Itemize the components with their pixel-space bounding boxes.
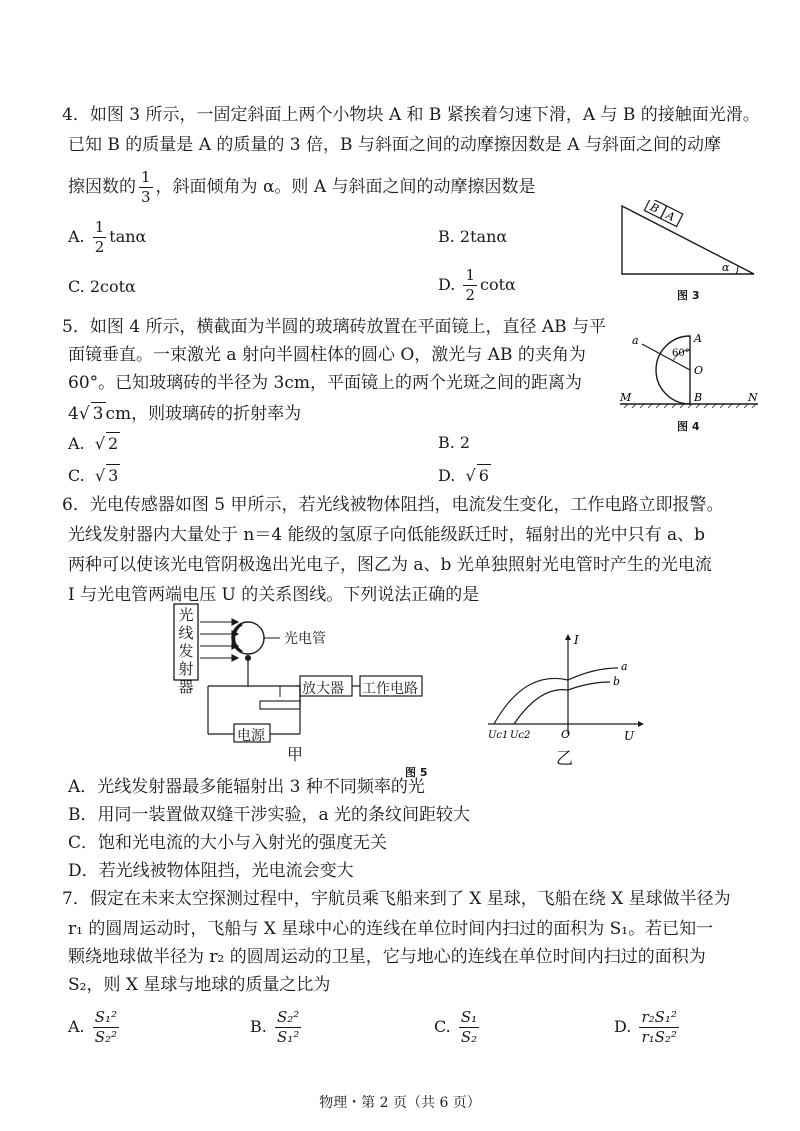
q4-option-a-num: 1 [94,218,105,236]
q4-fraction-num: 1 [141,168,151,186]
q7-option-a [68,1010,122,1045]
q4-option-d-label: D. [438,275,456,294]
q5-option-c: C. √ 3 [68,466,119,485]
glass-semicircle [656,336,690,404]
curve-a [494,668,621,724]
q7-option-b-num: S₂² [276,1008,300,1026]
incline-triangle [622,206,754,274]
figure-5-caption: 图 5 [405,766,428,779]
q6-option-b: B．用同一装置做双缝干涉实验，a 光的条纹间距较大 [68,805,471,825]
q6-option-a: A．光线发射器最多能辐射出 3 种不同频率的光 [68,777,425,797]
q7-line-4: S₂，则 X 星球与地球的质量之比为 [68,975,331,995]
q6-line-4: I 与光电管两端电压 U 的关系图线。下列说法正确的是 [68,585,480,605]
q6-option-d: D．若光线被物体阻挡，光电流会变大 [68,861,354,881]
q4-option-d-tail: cotα [479,275,516,294]
q4-option-c: C. 2cotα [68,277,136,296]
label-A: A [694,332,702,345]
q7-option-b [250,1010,304,1045]
graph-i-label: I [574,633,579,647]
angle-alpha-label: α [722,261,730,274]
q7-option-b-den: S₁² [276,1028,300,1046]
q7-option-c [434,1010,482,1045]
q6-line-1: 6．光电传感器如图 5 甲所示，若光线被物体阻挡，电流发生变化，工作电路立即报警。 [62,495,724,515]
q7-line-3: 颗绕地球做半径为 r₂ 的圆周运动的卫星，它与地心的连线在单位时间内扫过的面积为 [68,947,706,967]
q4-line-1: 4．如图 3 所示，一固定斜面上两个小物块 A 和 B 紧挨着匀速下滑，A 与 B 的接触面光滑。 [62,105,760,125]
q7-line-1: 7．假定在未来太空探测过程中，宇航员乘飞船来到了 X 星球，飞船在绕 X 星球做半径为 [62,889,731,909]
q5-line-4-post: cm，则玻璃砖的折射率为 [105,404,302,424]
q5-line-4-pre: 4 [68,404,79,424]
work-circuit-label: 工作电路 [362,681,418,697]
q5-line-3: 60°。已知玻璃砖的半径为 3cm，平面镜上的两个光斑之间的距离为 [68,373,582,393]
graph-uc2-label: Uc2 [510,730,531,741]
q4-fraction-den: 3 [141,188,151,206]
q7-option-a-num: S₁² [94,1008,118,1026]
q5-option-a: A. √ 2 [68,434,119,453]
q4-line-3 [68,170,536,205]
q4-line-3-post: ，斜面倾角为 α。则 A 与斜面之间的动摩擦因数是 [155,177,536,197]
q4-option-a-tail: tanα [109,227,147,246]
page-footer: 物理・第 2 页（共 6 页） [319,1095,481,1111]
label-M: M [620,391,632,404]
yi-label: 乙 [556,749,573,769]
phototube-anode [245,655,251,661]
label-O: O [694,364,704,377]
block-b-label: B [647,200,661,216]
graph-b-label: b [613,675,621,688]
q4-option-d [438,268,516,303]
q5-option-c-label: C. [68,466,85,485]
q7-option-a-frac [93,1010,119,1045]
power-label: 电源 [237,728,265,744]
q6-line-3: 两种可以使该光电管阴极逸出光电子，图乙为 a、b 光单独照射光电管时产生的光电流 [68,555,712,575]
emitter-label: 光线发射器 [178,606,194,696]
q5-option-a-radicand: 2 [108,434,119,453]
label-B: B [694,391,703,404]
figure-5-iu-graph [484,630,644,748]
q7-option-c-den: S₂ [460,1028,478,1046]
q7-option-c-label: C. [434,1017,451,1036]
graph-origin-label: O [561,728,571,741]
q7-option-d-num: r₂S₁² [641,1008,677,1026]
q5-option-c-radicand: 3 [108,466,119,485]
phototube-label: 光电管 [284,631,326,647]
q7-option-a-den: S₂² [94,1028,118,1046]
resistor [260,701,300,709]
q7-option-d-label: D. [614,1017,632,1036]
jia-label: 甲 [287,745,304,764]
q4-option-d-frac [463,268,477,303]
label-N: N [748,391,758,404]
q6-option-c: C．饱和光电流的大小与入射光的强度无关 [68,833,388,853]
q7-option-c-num: S₁ [460,1008,478,1026]
block-a-label: A [664,208,677,224]
q4-line-3-pre: 擦因数的 [68,177,136,197]
q5-option-d-label: D. [438,466,456,485]
q5-line-4: 4√ 3 cm，则玻璃砖的折射率为 [68,404,302,424]
figure-3-incline [618,200,758,284]
graph-uc1-label: Uc1 [488,730,509,741]
q5-option-a-label: A. [68,434,85,453]
q4-line-2: 已知 B 的质量是 A 的质量的 3 倍，B 与斜面之间的动摩擦因数是 A 与斜面之间的动摩 [68,135,721,155]
label-a: a [632,334,639,347]
q4-option-a [68,220,146,255]
q7-option-d-frac [639,1010,679,1045]
q5-option-d-radicand: 6 [478,466,489,485]
q4-option-d-num: 1 [465,266,475,284]
figure-4-caption: 图 4 [677,420,700,433]
q6-line-2: 光线发射器内大量处于 n＝4 能级的氢原子向低能级跃迁时，辐射出的光中只有 a、b [68,525,705,545]
q4-option-a-label: A. [68,227,85,246]
q7-option-c-frac [459,1010,479,1045]
figure-4-semicircle [612,330,762,422]
curve-b [514,682,610,724]
figure-3-caption: 图 3 [677,289,700,302]
q5-line-2: 面镜垂直。一束激光 a 射向半圆柱体的圆心 O，激光与 AB 的夹角为 [68,345,586,365]
q7-option-a-label: A. [68,1017,85,1036]
amplifier-label: 放大器 [302,681,344,697]
q4-option-a-frac [93,220,107,255]
q4-option-a-den: 2 [94,238,105,256]
q7-option-d-den: r₁S₂² [641,1028,677,1046]
angle-arc [736,266,738,274]
q4-option-d-den: 2 [465,286,475,304]
q5-option-d: D. √ 6 [438,466,489,485]
q4-option-b: B. 2tanα [438,227,508,246]
q5-option-b: B. 2 [438,433,471,452]
q7-option-b-frac [275,1010,301,1045]
q7-option-d [614,1010,682,1045]
angle-60-label: 60° [672,348,690,359]
graph-a-label: a [621,660,628,673]
q4-fraction [139,170,153,205]
q5-line-1: 5．如图 4 所示，横截面为半圆的玻璃砖放置在平面镜上，直径 AB 与平 [62,317,607,337]
q5-line-4-radicand: 3 [92,404,104,424]
q7-line-2: r₁ 的圆周运动时，飞船与 X 星球中心的连线在单位时间内扫过的面积为 S₁。若已知一 [68,919,714,939]
q7-option-b-label: B. [250,1017,267,1036]
graph-u-label: U [624,729,635,743]
